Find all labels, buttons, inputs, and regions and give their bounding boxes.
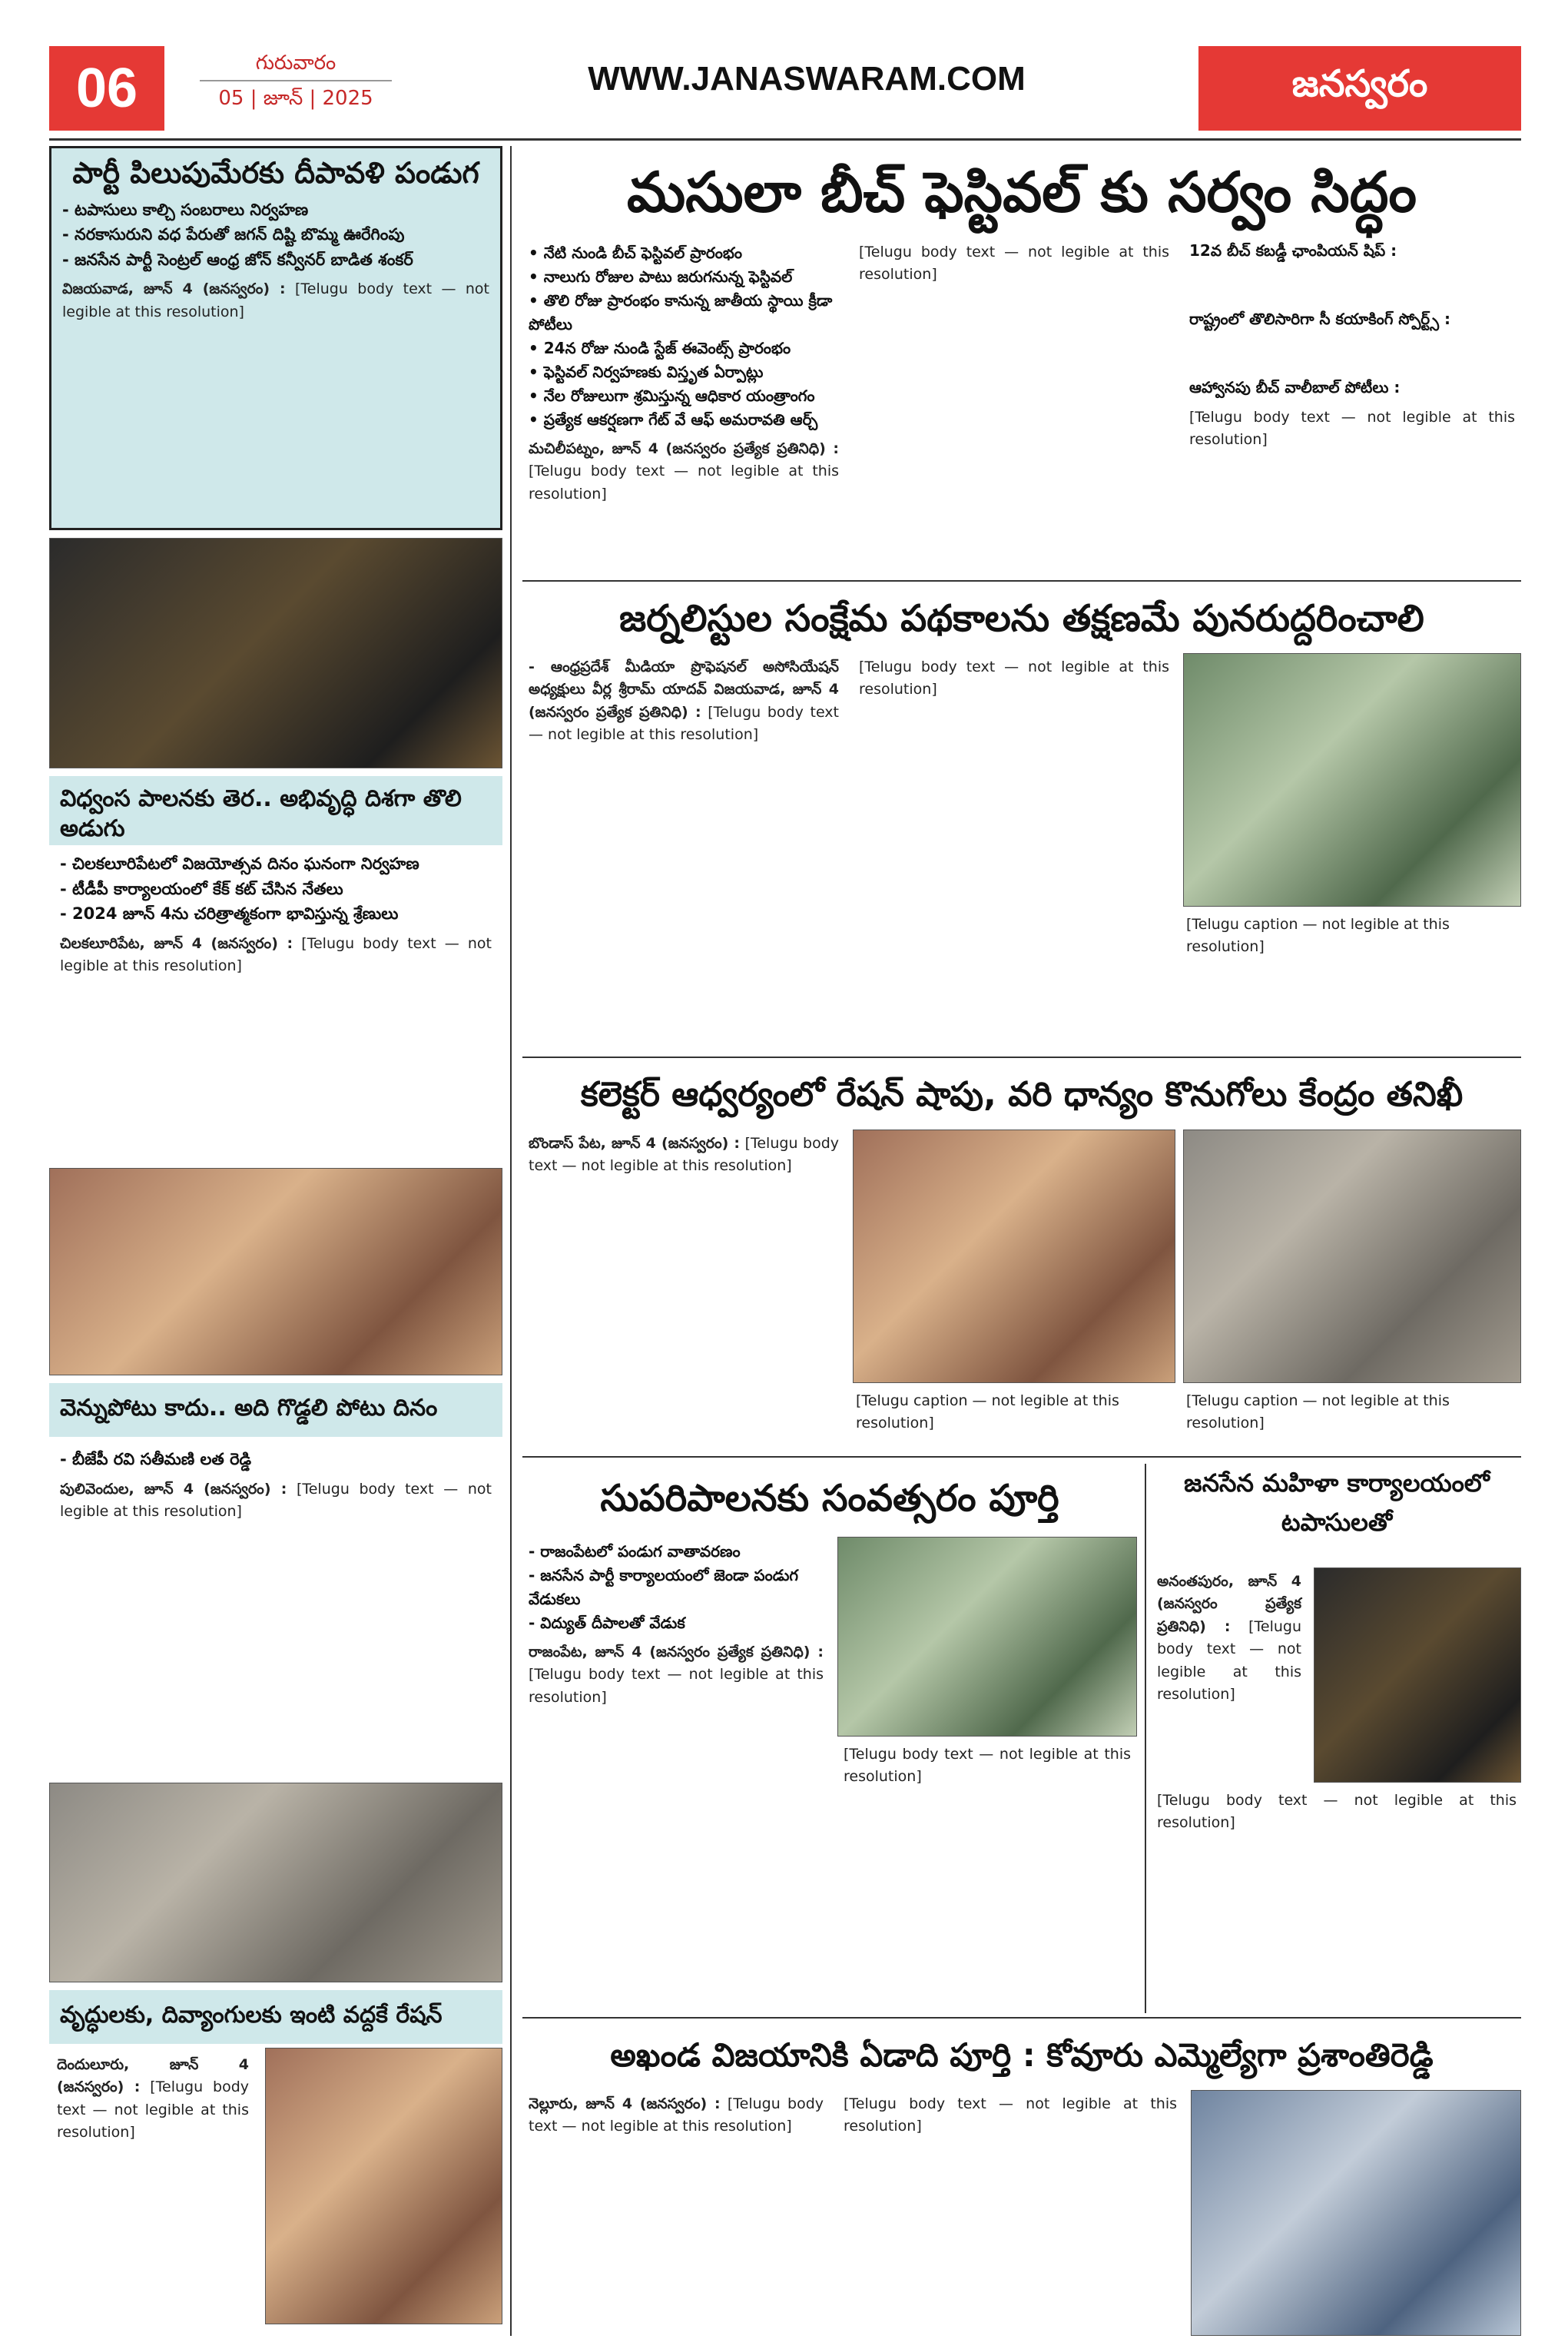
section-divider [522, 1057, 1521, 1058]
headline: వృద్ధులకు, దివ్యాంగులకు ఇంటి వద్దకే రేషన్ [60, 2002, 443, 2029]
article-body [529, 438, 839, 506]
body-text: [Telugu body text — not legible at this resolution] [844, 2095, 1177, 2135]
dateline: రాజంపేట, జూన్ 4 (జనస్వరం ప్రత్యేక ప్రతినిధి) : [529, 1644, 824, 1660]
highlight-item: • 24న రోజు నుండి స్టేజ్ ఈవెంట్స్ ప్రారంభం [529, 339, 791, 357]
body-text: [Telugu body text — not legible at this resolution] [529, 463, 839, 503]
date-block [184, 49, 407, 134]
photo-cake-cutting [49, 1168, 502, 1375]
highlights [529, 1540, 824, 1635]
photo-celebration-group [837, 1537, 1137, 1737]
highlights [60, 851, 492, 927]
article-body [57, 2054, 249, 2145]
dateline: చిలకలూరిపేట, జూన్ 4 (జనస్వరం) : [60, 934, 293, 952]
article-mahila-office [1152, 1567, 1306, 1783]
header-rule [49, 138, 1521, 141]
highlight-item: - టీడీపీ కార్యాలయంలో కేక్ కట్ చేసిన నేతలు [60, 879, 343, 898]
highlight-item: • నాలుగు రోజుల పాటు జరుగనున్న ఫెస్టివల్ [529, 267, 793, 286]
weekday: గురువారం [255, 51, 336, 75]
photo-ration-delivery [265, 2048, 502, 2324]
headline-collector: కలెక్టర్ ఆధ్వర్యంలో రేషన్ షాపు, వరి ధాన్యం కొనుగోలు కేంద్రం తనిఖీ [580, 1075, 1464, 1114]
highlights [60, 1447, 492, 1472]
article-godddali-header [49, 1383, 502, 1437]
highlights [62, 197, 489, 273]
highlight-item: • నేల రోజులుగా శ్రమిస్తున్న ఆధికార యంత్రాంగం [529, 386, 815, 405]
page-number: 06 [49, 46, 164, 131]
body-text: [Telugu body text — not legible at this resolution] [1157, 1617, 1301, 1703]
subhead-kabaddi: 12వ బీచ్ కబడ్డీ ఛాంపియన్ షిప్ : [1189, 241, 1397, 260]
photo-candle-lighting [1314, 1567, 1521, 1783]
dateline: అనంతపురం, జూన్ 4 (జనస్వరం ప్రత్యేక ప్రతినిధి) : [1157, 1573, 1301, 1635]
section-divider [522, 1456, 1521, 1458]
article-kovur-col2 [837, 2090, 1183, 2336]
highlight-item: • ఫెస్టివల్ నిర్వహణకు విస్తృత ఏర్పాట్లు [529, 363, 764, 381]
article-godddali [49, 1441, 502, 1779]
article-vijayotsavam [49, 845, 502, 1168]
article-ration [49, 2048, 257, 2340]
section-divider [522, 2017, 1521, 2019]
highlight-item: - జనసేన పార్టీ సెంట్రల్ ఆంధ్ర జోన్ కన్వీనర్ బాడిత శంకర్ [62, 250, 413, 269]
photo-effigy-procession [49, 538, 502, 768]
photo-caption: [Telugu caption — not legible at this resolution] [1186, 1392, 1450, 1431]
headline: విధ్వంస పాలనకు తెర.. అభివృద్ధి దిశగా తొలి అడుగు [60, 785, 462, 842]
highlight-item: - టపాసులు కాల్చి సంబరాలు నిర్వహణ [62, 200, 309, 219]
body-text: [Telugu body text — not legible at this resolution] [529, 1666, 824, 1706]
date: 05 | జూన్ | 2025 [218, 87, 373, 111]
article-body [529, 1641, 824, 1709]
dateline: నెల్లూరు, జూన్ 4 (జనస్వరం) : [529, 2095, 721, 2112]
article-body [60, 933, 492, 978]
body-text: [Telugu body text — not legible at this resolution] [859, 658, 1169, 698]
highlight-item: • తొలి రోజు ప్రారంభం కానున్న జాతీయ స్థాయి క్రీడా పోటీలు [529, 291, 833, 333]
date-divider [200, 80, 392, 81]
subhead-volleyball: ఆహ్వానపు బీచ్ వాలీబాల్ పోటీలు : [1189, 378, 1401, 396]
body-text: [Telugu body text — not legible at this resolution] [60, 934, 492, 975]
article-body [62, 278, 489, 323]
article-mahila-office-cont [1152, 1786, 1521, 2013]
photo-caption: [Telugu caption — not legible at this resolution] [856, 1392, 1119, 1431]
photo-group-event [49, 1783, 502, 1982]
article-beach-festival-col1 [522, 238, 845, 576]
photo-cake-celebration [1191, 2090, 1521, 2336]
article-beach-festival-col2 [853, 238, 1175, 576]
highlight-item: • నేటి నుండి బీచ్ ఫెస్టివల్ ప్రారంభం [529, 244, 743, 262]
highlight-item: - బీజేపీ రవి సతీమణి లత రెడ్డి [60, 1450, 252, 1468]
column-divider [1145, 1464, 1146, 2013]
headline-good-governance: సుపరిపాలనకు సంవత్సరం పూర్తి [600, 1477, 1059, 1520]
body-text: [Telugu body text — not legible at this resolution] [859, 244, 1169, 284]
body-text: [Telugu body text — not legible at this resolution] [844, 1746, 1131, 1786]
body-text: [Telugu body text — not legible at this resolution] [1189, 409, 1515, 449]
article-journalists-col1 [522, 653, 845, 1053]
highlight-item: - 2024 జూన్ 4ను చరిత్రాత్మకంగా భావిస్తున్న శ్రేణులు [60, 904, 399, 924]
headline-beach-festival: మసులా బీచ్ ఫెస్టివల్ కు సర్వం సిద్ధం [626, 160, 1417, 224]
article-beach-festival-col3 [1183, 238, 1521, 576]
highlight-item: - నరకాసురుని వధ పేరుతో జగన్ దిష్టి బొమ్మ ఊరేగింపు [62, 225, 405, 244]
article-body [60, 1478, 492, 1524]
highlight-item: - విద్యుత్ దీపాలతో వేడుక [529, 1614, 685, 1632]
dateline: మచిలీపట్నం, జూన్ 4 (జనస్వరం ప్రత్యేక ప్రతినిధి) : [529, 440, 839, 457]
highlight-item: - రాజంపేటలో పండుగ వాతావరణం [529, 1542, 741, 1561]
body-text: [Telugu body text — not legible at this resolution] [529, 2095, 824, 2135]
photo-journalists-meeting [1183, 653, 1521, 907]
photo-grain-inspection [853, 1130, 1175, 1383]
headline-mahila-office: జనసేన మహిళా కార్యాలయంలో టపాసులతో [1184, 1468, 1490, 1538]
column-divider [510, 146, 512, 2336]
body-text: [Telugu body text — not legible at this resolution] [62, 280, 489, 320]
article-good-governance-col2 [837, 1740, 1137, 2013]
article-vijayotsavam-header [49, 776, 502, 845]
article-kovur-col1 [522, 2090, 830, 2336]
dateline: పులివెందుల, జూన్ 4 (జనస్వరం) : [60, 1480, 287, 1498]
brand-logo: జనస్వరం [1198, 46, 1521, 131]
headline: పార్టీ పిలుపుమేరకు దీపావళి పండుగ [72, 156, 479, 190]
highlight-item: - చిలకలూరిపేటలో విజయోత్సవ దినం ఘనంగా నిర్వహణ [60, 854, 419, 873]
body-text: [Telugu body text — not legible at this resolution] [1157, 1792, 1517, 1832]
dateline: విజయవాడ, జూన్ 4 (జనస్వరం) : [62, 280, 286, 298]
subhead-kayaking: రాష్ట్రంలో తొలిసారిగా సీ కయాకింగ్ స్పోర్ట్స్ : [1189, 310, 1451, 328]
article-good-governance-col1 [522, 1537, 830, 2013]
highlight-item: • ప్రత్యేక ఆకర్షణగా గేట్ వే ఆఫ్ అమరావతి ఆర్చ్ [529, 410, 818, 429]
website-url[interactable]: WWW.JANASWARAM.COM [588, 60, 1026, 98]
section-divider [522, 580, 1521, 582]
article-collector [522, 1130, 845, 1452]
photo-caption: [Telugu caption — not legible at this resolution] [1186, 916, 1450, 955]
highlights [529, 241, 839, 432]
highlight-item: - జనసేన పార్టీ కార్యాలయంలో జెండా పండుగ వేడుకలు [529, 1566, 799, 1608]
body-text: [Telugu body text — not legible at this resolution] [60, 1480, 492, 1520]
headline: వెన్నుపోటు కాదు.. అది గొడ్డలి పోటు దినం [60, 1395, 438, 1421]
photo-ration-shop [1183, 1130, 1521, 1383]
body-text: [Telugu body text — not legible at this resolution] [57, 2078, 250, 2141]
article-diwali [49, 146, 502, 530]
body-text: [Telugu body text — not legible at this resolution] [529, 1135, 839, 1175]
article-ration-header [49, 1990, 502, 2044]
dateline: బొండాస్ పేట, జూన్ 4 (జనస్వరం) : [529, 1135, 741, 1152]
headline-kovur-mla: అఖండ విజయానికి ఏడాది పూర్తి : కోవూరు ఎమ్మెల్యేగా ప్రశాంతిరెడ్డి [610, 2036, 1434, 2074]
body-text: [Telugu body text — not legible at this resolution] [529, 703, 839, 744]
dateline: - ఆంధ్రప్రదేశ్ మీడియా ప్రొఫెషనల్ అసోసియేషన్ అధ్యక్షులు వీర్ల శ్రీరామ్ యాదవ్ విజయవాడ, జూన్ 4 (జనస్వరం ప్రత్యేక ప్రతినిధి) : [529, 658, 839, 721]
article-journalists-col2 [853, 653, 1175, 1053]
dateline: దెందులూరు, జూన్ 4 (జనస్వరం) : [57, 2056, 249, 2096]
headline-journalists: జర్నలిస్టుల సంక్షేమ పథకాలను తక్షణమే పునరుద్దరించాలి [619, 597, 1424, 640]
